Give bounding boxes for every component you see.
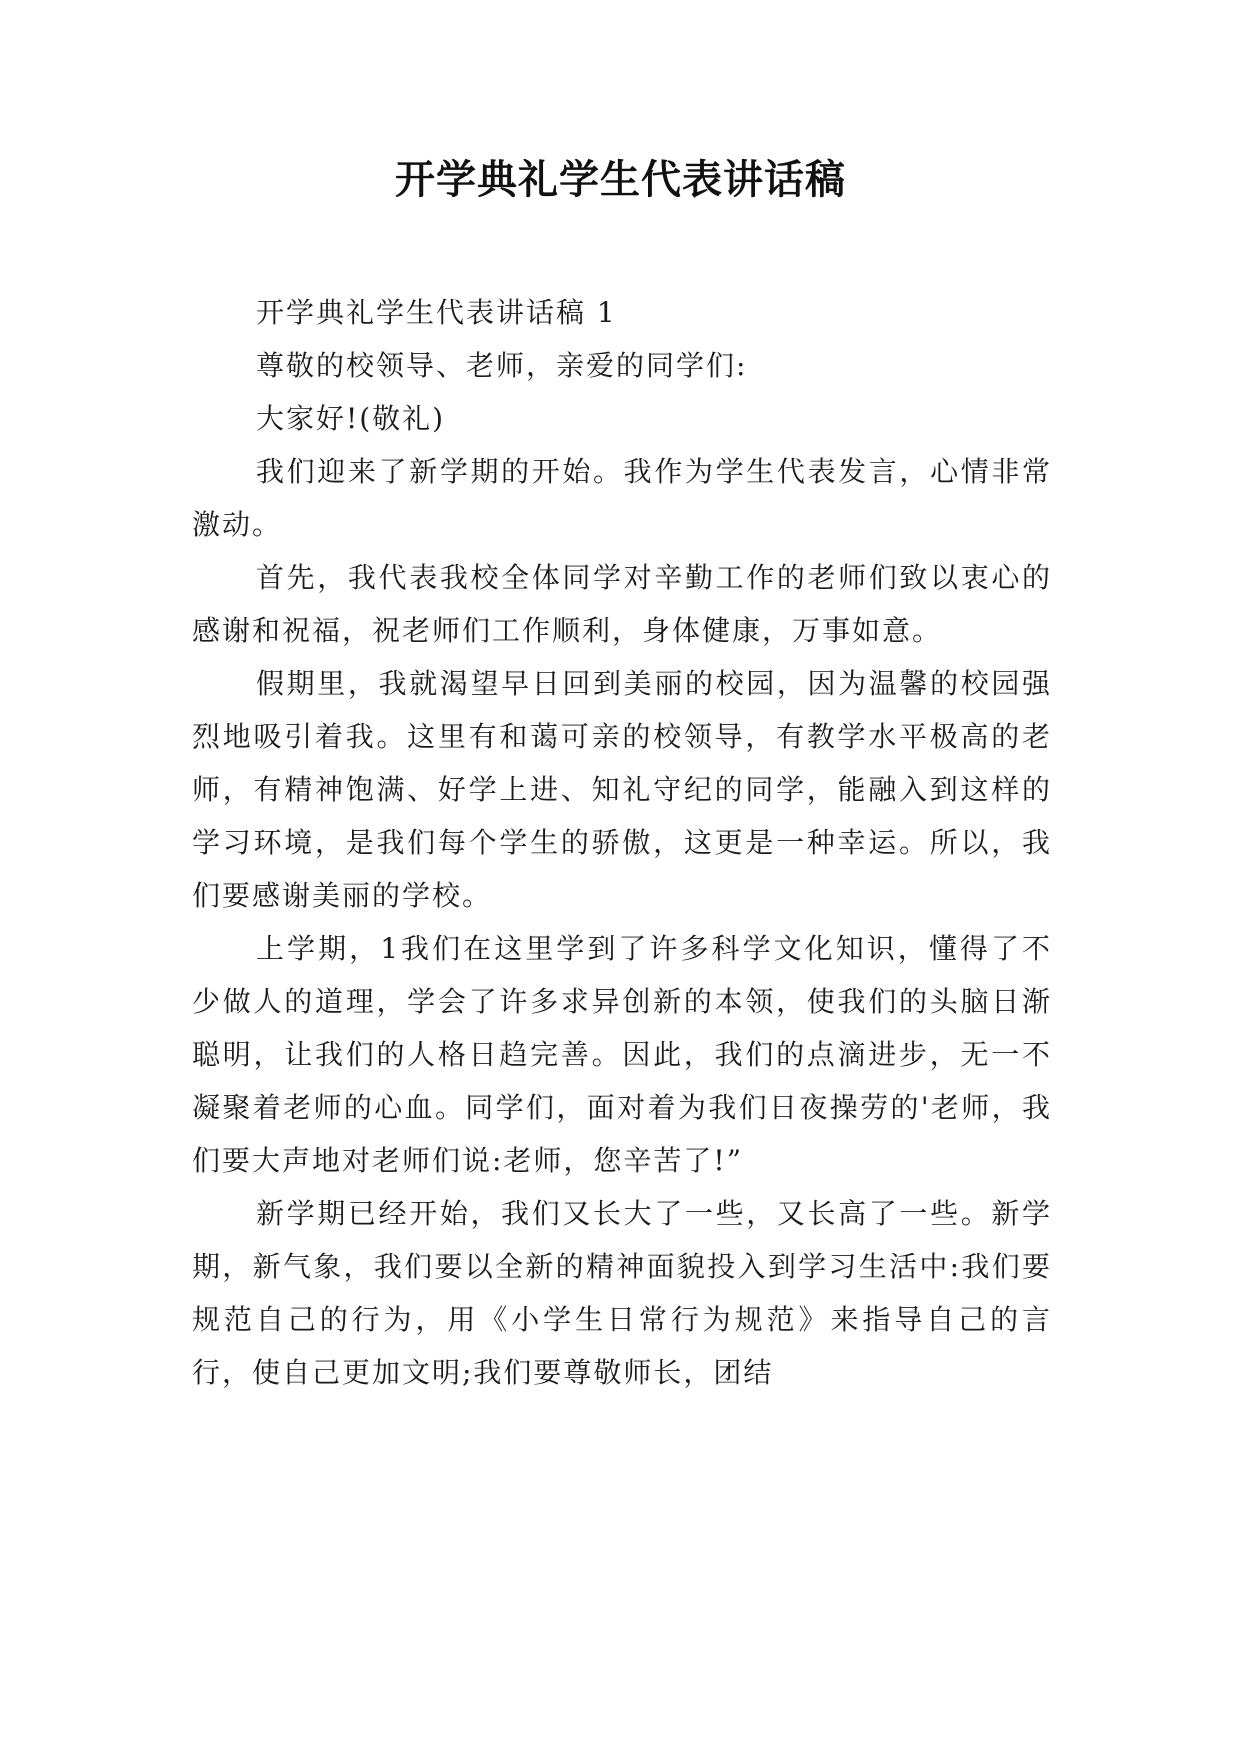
- paragraph: 新学期已经开始，我们又长大了一些，又长高了一些。新学期，新气象，我们要以全新的精神面貌投入到学习生活中:我们要规范自己的行为，用《小学生日常行为规范》来指导自己的言行，使自己更加文明;我们要尊敬师长，团结: [192, 1197, 1052, 1389]
- paragraph-greeting: 大家好!(敬礼): [256, 402, 446, 435]
- paragraph: 首先，我代表我校全体同学对辛勤工作的老师们致以衷心的感谢和祝福，祝老师们工作顺利，身体健康，万事如意。: [192, 561, 1052, 647]
- paragraph: 上学期，1我们在这里学到了许多科学文化知识，懂得了不少做人的道理，学会了许多求异创新的本领，使我们的头脑日渐聪明，让我们的人格日趋完善。因此，我们的点滴进步，无一不凝聚着老师的心血。同学们，面对着为我们日夜操劳的'老师，我们要大声地对老师们说:老师，您辛苦了!”: [192, 932, 1052, 1177]
- paragraph: 我们迎来了新学期的开始。我作为学生代表发言，心情非常激动。: [192, 455, 1052, 541]
- document-body: [192, 286, 1052, 1399]
- document-title: 开学典礼学生代表讲话稿: [395, 157, 846, 203]
- paragraph-heading: 开学典礼学生代表讲话稿 1: [256, 296, 617, 329]
- paragraph-salutation: 尊敬的校领导、老师，亲爱的同学们:: [256, 349, 748, 382]
- paragraph: 假期里，我就渴望早日回到美丽的校园，因为温馨的校园强烈地吸引着我。这里有和蔼可亲的校领导，有教学水平极高的老师，有精神饱满、好学上进、知礼守纪的同学，能融入到这样的学习环境，是我们每个学生的骄傲，这更是一种幸运。所以，我们要感谢美丽的学校。: [192, 667, 1052, 912]
